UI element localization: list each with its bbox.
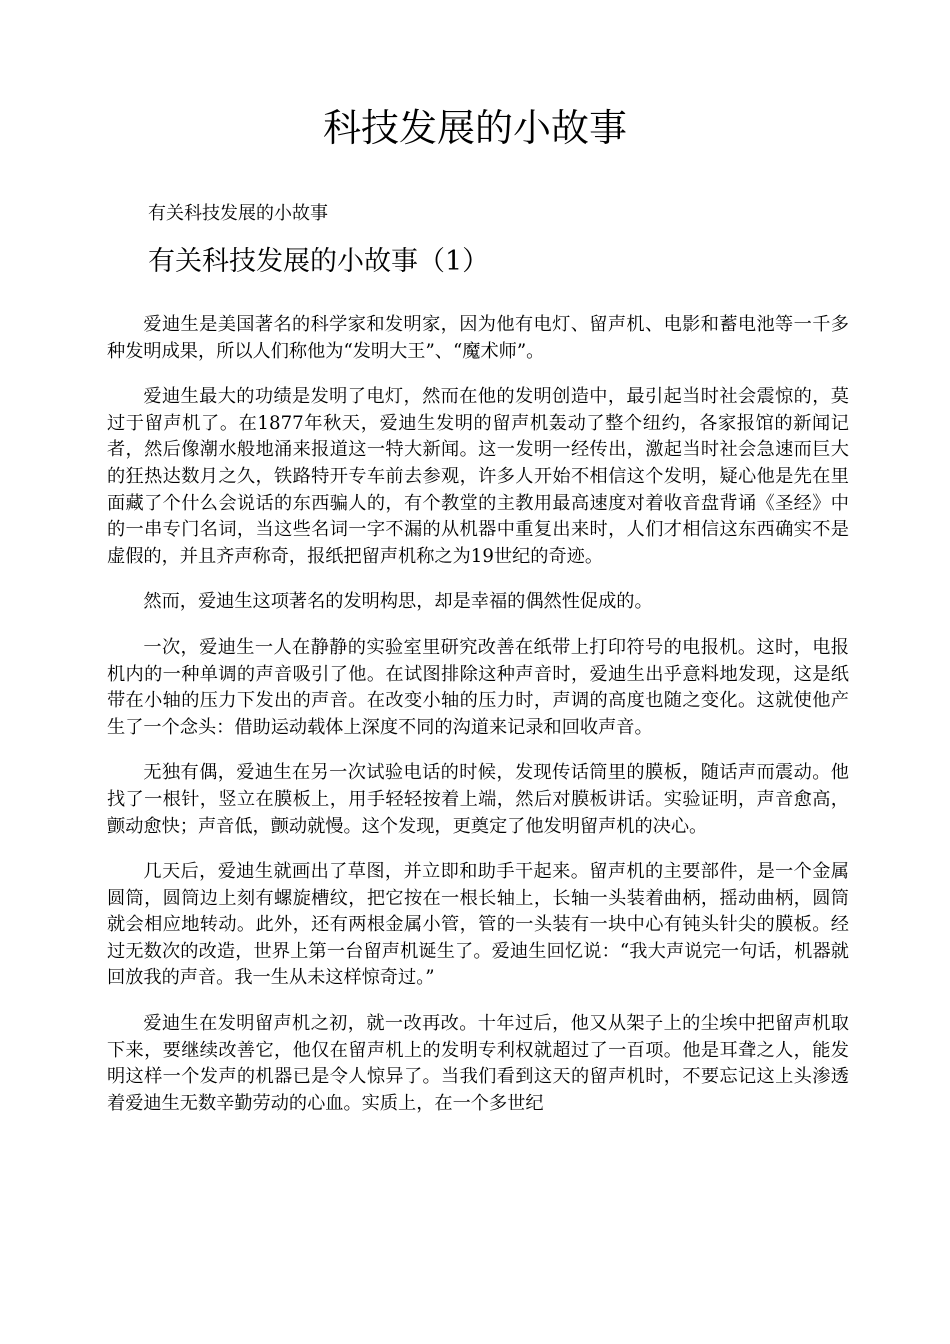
body-text [107, 312, 849, 1136]
paragraph: 几天后，爱迪生就画出了草图，并立即和助手干起来。留声机的主要部件，是一个金属圆筒，圆筒边上刻有螺旋槽纹，把它按在一根长轴上，长轴一头装着曲柄，摇动曲柄，圆筒就会相应地转动。此外，还有两根金属小管，管的一头装有一块中心有钝头针尖的膜板。经过无数次的改造，世界上第一台留声机诞生了。爱迪生回忆说：“我大声说完一句话，机器就回放我的声音。我一生从未这样惊奇过。” [107, 861, 849, 989]
document-subtitle: 有关科技发展的小故事 [148, 203, 328, 224]
paragraph: 一次，爱迪生一人在静静的实验室里研究改善在纸带上打印符号的电报机。这时，电报机内的一种单调的声音吸引了他。在试图排除这种声音时，爱迪生出乎意料地发现，这是纸带在小轴的压力下发出的声音。在改变小轴的压力时，声调的高度也随之变化。这就使他产生了一个念头：借助运动载体上深度不同的沟道来记录和回收声音。 [107, 636, 849, 738]
section-heading: 有关科技发展的小故事（1） [148, 246, 490, 277]
paragraph: 爱迪生是美国著名的科学家和发明家，因为他有电灯、留声机、电影和蓄电池等一千多种发明成果，所以人们称他为“发明大王”、“魔术师”。 [107, 314, 849, 362]
paragraph: 爱迪生最大的功绩是发明了电灯，然而在他的发明创造中，最引起当时社会震惊的，莫过于留声机了。在1877年秋天，爱迪生发明的留声机轰动了整个纽约，各家报馆的新闻记者，然后像潮水般地涌来报道这一特大新闻。这一发明一经传出，激起当时社会急速而巨大的狂热达数月之久，铁路特开专车前去参观，许多人开始不相信这个发明，疑心他是先在里面藏了个什么会说话的东西骗人的，有个教堂的主教用最高速度对着收音盘背诵《圣经》中的一串专门名词，当这些名词一字不漏的从机器中重复出来时，人们才相信这东西确实不是虚假的，并且齐声称奇，报纸把留声机称之为19世纪的奇迹。 [107, 386, 849, 567]
paragraph: 然而，爱迪生这项著名的发明构思，却是幸福的偶然性促成的。 [143, 591, 653, 613]
paragraph: 爱迪生在发明留声机之初，就一改再改。十年过后，他又从架子上的尘埃中把留声机取下来，要继续改善它，他仅在留声机上的发明专利权就超过了一百项。他是耳聋之人，能发明这样一个发声的机器已是令人惊异了。当我们看到这天的留声机时，不要忘记这上头渗透着爱迪生无数辛勤劳动的心血。实质上，在一个多世纪 [107, 1013, 849, 1114]
document-title: 科技发展的小故事 [322, 106, 627, 150]
paragraph: 无独有偶，爱迪生在另一次试验电话的时候，发现传话筒里的膜板，随话声而震动。他找了一根针，竖立在膜板上，用手轻轻按着上端，然后对膜板讲话。实验证明，声音愈高，颤动愈快；声音低，颤动就慢。这个发现，更奠定了他发明留声机的决心。 [107, 762, 849, 837]
